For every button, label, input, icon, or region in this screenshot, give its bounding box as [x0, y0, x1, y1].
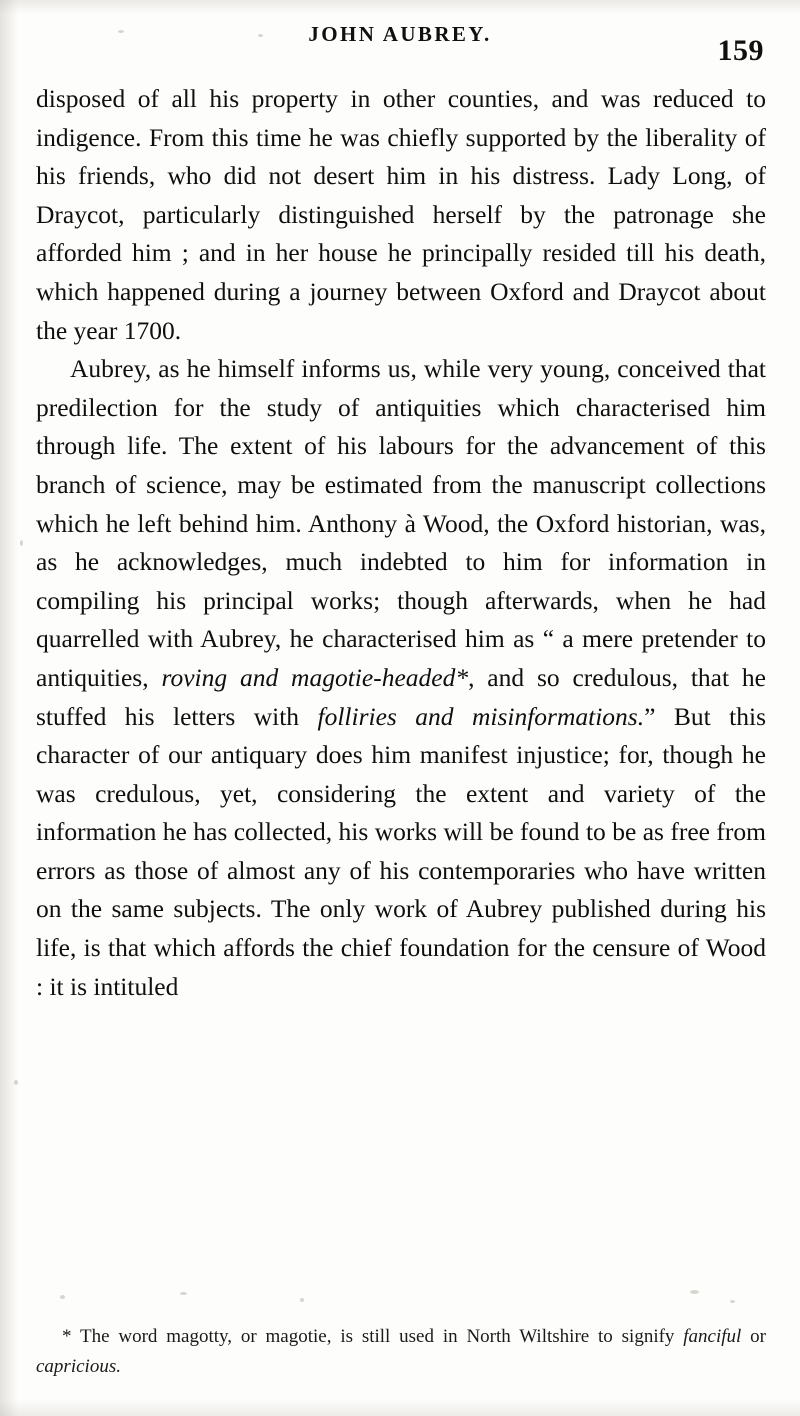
paragraph-1: disposed of all his property in other counties, and was reduced to indigence. From this time he was chiefly supported by the liberality of his friends, who did not desert him in his distress. Lady Long, of Draycot, particularly distinguished herself by the patronage she afforded him ; and in her house he principally resided till his death, which happened during a journey between Oxford and Draycot about the year 1700.	[36, 84, 766, 345]
page-edge-shading-bottom	[0, 1400, 800, 1416]
footnote-segment-italic-2: capricious.	[36, 1356, 121, 1377]
body-text	[36, 80, 766, 1006]
paper-speck	[180, 1292, 187, 1295]
paper-speck	[258, 34, 263, 37]
page-header	[36, 22, 764, 66]
paragraph-2-segment-roman-2: , and so credulous, that he stuffed his letters with	[36, 662, 766, 731]
paragraph-2-segment-italic-1: roving and magotie-headed*	[161, 662, 469, 692]
paper-speck	[20, 540, 23, 546]
paper-speck	[300, 1298, 304, 1302]
footnote-segment-roman-2: or	[741, 1326, 766, 1347]
footnote-segment-italic-1: fanciful	[683, 1326, 742, 1347]
running-title: JOHN AUBREY.	[308, 22, 492, 46]
paragraph-2-segment-roman-1: Aubrey, as he himself informs us, while very young, conceived that predilection for the study of antiquities which characterised him through life. The extent of his labours for the advancement of this branch of science, may be estimated from the manuscript collections which he left behind him. Anthony à Wood, the Oxford historian, was, as he acknowledges, much indebted to him for information in compiling his principal works; though afterwards, when he had quarrelled with Aubrey, he characterised him as “ a mere pretender to antiquities,	[36, 354, 766, 692]
page-edge-shading-top	[0, 0, 800, 14]
footnote	[36, 1322, 766, 1382]
paper-speck	[730, 1300, 735, 1303]
paper-speck	[118, 30, 124, 33]
paper-speck	[14, 1080, 18, 1085]
paragraph-2	[36, 350, 766, 1006]
paragraph-2-segment-italic-2: folliries and misinformations.	[317, 701, 645, 731]
footnote-segment-roman-1: The word magotty, or magotie, is still used in North Wiltshire to signify	[80, 1326, 684, 1347]
page-number: 159	[717, 34, 764, 67]
paragraph-2-segment-roman-3: ” But this character of our antiquary does him manifest injustice; for, though he was credulous, yet, considering the extent and variety of the information he has collected, his works will be found to be as free from errors as those of almost any of his contemporaries who have written on the same subjects. The only work of Aubrey published during his life, is that which affords the chief foundation for the censure of Wood : it is intituled	[36, 701, 767, 1001]
footnote-marker: *	[62, 1326, 72, 1347]
page-edge-shading-left	[0, 0, 18, 1416]
paper-speck	[690, 1290, 699, 1294]
paper-speck	[60, 1295, 65, 1299]
